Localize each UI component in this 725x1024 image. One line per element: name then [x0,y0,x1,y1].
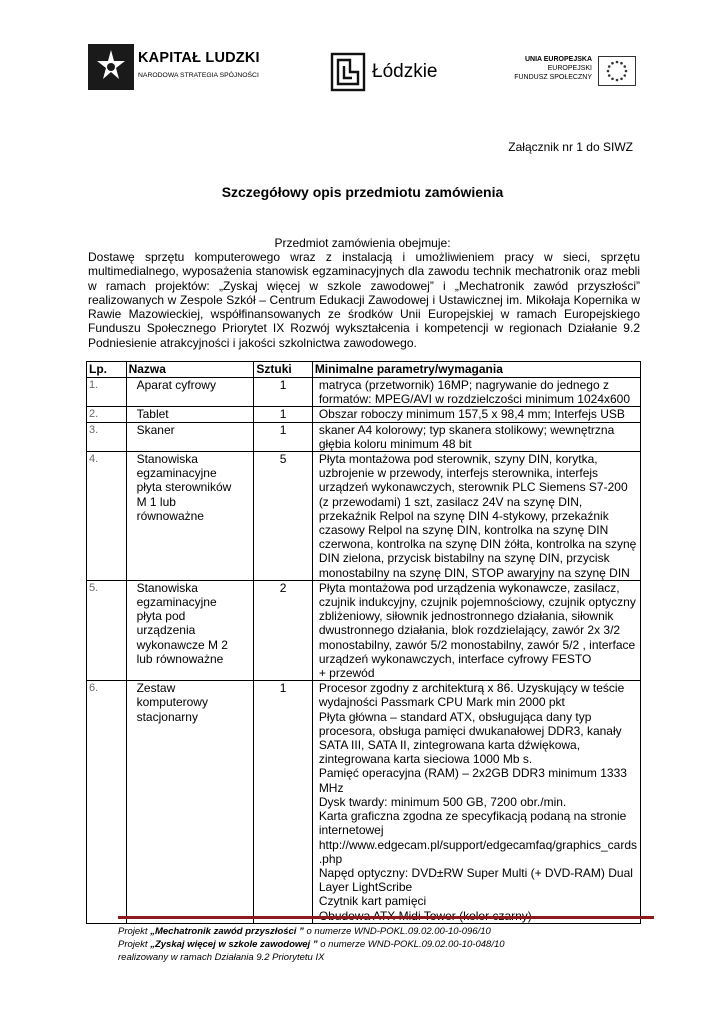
footer-line-2-suffix: o numerze WND-POKL.09.02.00-10-048/10 [317,939,505,950]
row-name-line: Stanowiska [136,580,198,595]
eu-star-icon [616,61,619,64]
row-qty: 5 [254,452,312,581]
row-param-line: formatów: MPEG/AVI w rozdzielczości minimum 1024x600 [318,392,631,407]
row-param-line: Dysk twardy: minimum 500 GB, 7200 obr./min. [318,794,567,809]
footer [118,925,505,964]
row-lp: 6. [87,681,127,923]
row-param-line: czujnik indukcyjny, czujnik pojemnościowy, czujnik optyczny [318,595,636,610]
row-name-line: Tablet [136,407,169,422]
row-name-line: płyta sterowników [136,480,232,495]
annex-label: Załącznik nr 1 do SIWZ [508,140,633,154]
row-param-line: .php [318,851,343,866]
row-name [126,452,254,581]
row-param-line: zintegrowana karta sieciowa 1000 Mb s. [318,752,533,767]
row-param-line: Layer LightScribe [318,880,413,895]
footer-line-1-project: „Mechatronik zawód przyszłości ” [150,926,304,937]
row-param-line: czerwona, kontrolka na szynę DIN żółta, kontrolka na szynę [318,537,637,552]
lodzkie-label: Łódzkie [372,61,438,82]
eu-logo [512,55,636,93]
table-row [87,378,641,407]
row-param-line: uzbrojenie w przewody, interfejs sterownika, interfejs [318,466,599,481]
row-param-line: + przewód [318,666,375,681]
row-name [126,681,254,923]
kapital-ludzki-subtitle: NARODOWA STRATEGIA SPÓJNOŚCI [138,72,259,79]
lodzkie-emblem-icon [330,52,366,97]
footer-line-2-prefix: Projekt [118,939,151,950]
row-param-line: Płyta montażowa pod urządzenia wykonawcze, zasilacz, [318,580,620,595]
row-lp: 1. [87,378,127,407]
row-param-line: monostabilny na szynę DIN, STOP awaryjny na szynę DIN [318,565,630,580]
row-param-line: przekaźnik Relpol na szynę DIN 4-stykowy, przekaźnik [318,508,609,523]
row-param-line: http://www.edgecam.pl/support/edgecamfaq/graphics_cards [318,837,637,852]
row-param-line: DIN zielona, przycisk bistabilny na szynę DIN, przycisk [318,551,610,566]
row-param-line: urządzeń wykonawczych, sterownik PLC Siemens S7-200 [318,480,628,495]
eu-star-icon [623,65,626,68]
row-name-line: wykonawcze M 2 [136,637,228,652]
row-name-line: Skaner [136,422,175,437]
eu-star-icon [611,62,614,65]
kapital-ludzki-logo [88,42,268,98]
eu-star-icon [620,77,623,80]
row-param-line: matryca (przetwornik) 16MP; nagrywanie do jednego z [318,378,609,392]
row-param-line: dwustronnego działania, blok rozdzielający, zawór 2x 3/2 [318,623,621,638]
row-params [312,378,640,407]
row-param-line: monostabilny, zawór 5/2 monostabilny, zawór 5/2 , interface [318,637,636,652]
row-name-line: egzaminacyjne [136,595,217,610]
row-name-line: stacjonarny [136,709,198,724]
row-qty: 1 [254,422,312,451]
row-params [312,422,640,451]
spec-table [86,361,641,924]
row-name-line: egzaminacyjne [136,466,217,481]
row-param-line: (z przewodami) 1 szt, zasilacz 24V na szynę DIN, [318,494,583,509]
row-param-line: MHz [318,780,344,795]
intro-heading: Przedmiot zamówienia obejmuje: [274,236,451,250]
row-param-line: Pamięć operacyjna (RAM) – 2x2GB DDR3 minimum 1333 [318,766,627,781]
eu-star-icon [616,79,619,82]
eu-star-icon [620,62,623,65]
row-name [126,580,254,680]
table-row [87,681,641,923]
eu-star-icon [611,77,614,80]
row-name [126,422,254,451]
row-lp: 2. [87,407,127,422]
row-name [126,378,254,407]
row-param-line: Obszar roboczy minimum 157,5 x 98,4 mm; Interfejs USB [318,407,625,422]
header-params: Minimalne parametry/wymagania [312,362,640,378]
row-params [312,452,640,581]
row-param-line: Płyta montażowa pod sterownik, szyny DIN, korytka, [318,452,598,467]
table-row [87,580,641,680]
footer-line-3: realizowany w ramach Działania 9.2 Priorytetu IX [118,952,325,963]
row-param-line: zbliżeniowy, siłownik jednostronnego działania, siłownik [318,609,614,624]
footer-line-1-suffix: o numerze WND-POKL.09.02.00-10-096/10 [303,926,491,937]
row-params [312,681,640,923]
lodzkie-logo [330,50,450,94]
footer-line-1 [118,925,505,938]
eu-star-icon [608,74,611,77]
row-name [126,407,254,422]
row-name-line: płyta pod [136,609,186,624]
table-row [87,422,641,451]
eu-star-icon [607,70,610,73]
row-name-line: równoważne [136,508,204,523]
row-param-line: Płyta główna – standard ATX, obsługująca dany typ [318,709,592,724]
row-param-line: wydajności Passmark CPU Mark min 2000 pkt [318,695,565,710]
eu-flag-icon [598,56,636,86]
intro-paragraph: Dostawę sprzętu komputerowego wraz z instalacją i umożliwieniem pracy w sieci, sprzętu multimedialnego, wyposażenia stanowisk egzaminacyjnych dla zawodu technik mechatronik oraz mebli w ramach projektów: „Zyskaj więcej w szkole zawodowej” i „Mechatronik zawód przyszłości” realizowanych w Zespole Szkół – Centrum Edukacji Zawodowej i Ustawicznej im. Mikołaja Kopernika w Rawie Mazowieckiej, współfinansowanych ze środków Unii Europejskiej w ramach Europejskiego Funduszu Społecznego Priorytet IX Rozwój wykształcenia i kompetencji w regionach Działanie 9.2 Podniesienie atrakcyjności i jakości szkolnictwa zawodowego. [88,250,640,350]
row-param-line: Karta graficzna zgodna ze specyfikacją podaną na stronie [318,809,627,824]
header-name: Nazwa [126,362,254,378]
footer-rule [118,916,654,919]
row-name-line: M 1 lub [136,494,176,509]
page-title: Szczegółowy opis przedmiotu zamówienia [221,184,504,200]
kapital-ludzki-emblem-icon [88,44,134,90]
table-header-row [87,362,641,378]
row-name-line: Aparat cyfrowy [136,378,216,392]
row-lp: 4. [87,452,127,581]
row-params [312,580,640,680]
eu-line-1: UNIA EUROPEJSKA [524,56,592,63]
header-qty: Sztuki [254,362,312,378]
row-name-line: komputerowy [136,695,208,710]
row-qty: 1 [254,681,312,923]
row-param-line: głębia koloru minimum 48 bit [318,436,472,451]
eu-star-icon [623,74,626,77]
eu-star-icon [608,65,611,68]
row-param-line: skaner A4 kolorowy; typ skanera stolikowy; wewnętrzna [318,422,615,437]
row-qty: 2 [254,580,312,680]
row-param-line: urządzeń wykonawczych, interface cyfrowy FESTO [318,651,592,666]
row-param-line: Napęd optyczny: DVD±RW Super Multi (+ DVD-RAM) Dual [318,865,633,880]
row-param-line: Czytnik kart pamięci [318,894,427,909]
row-param-line: czasowy Relpol na szynę DIN, kontrolka na szynę DIN [318,523,609,538]
row-name-line: Stanowiska [136,452,198,467]
row-qty: 1 [254,378,312,407]
row-param-line: SATA III, SATA II, zintegrowana karta dźwiękowa, [318,738,581,753]
row-name-line: urządzenia [136,623,196,638]
row-name-line: Zestaw [136,681,176,696]
row-name-line: lub równoważne [136,651,224,666]
row-param-line: Procesor zgodny z architekturą x 86. Uzyskujący w teście [318,681,625,696]
row-params [312,407,640,422]
eu-line-2: EUROPEJSKI [547,65,592,72]
row-lp: 5. [87,580,127,680]
table-row [87,452,641,581]
row-lp: 3. [87,422,127,451]
kapital-ludzki-title: KAPITAŁ LUDZKI [138,50,260,66]
row-param-line: internetowej [318,823,384,838]
row-qty: 1 [254,407,312,422]
footer-line-1-prefix: Projekt [118,926,151,937]
header-lp: Lp. [87,362,127,378]
eu-star-icon [625,70,628,73]
footer-line-2 [118,938,505,951]
row-param-line: procesora, obsługa pamięci dwukanałowej DDR3, kanały [318,723,622,738]
table-row [87,407,641,422]
eu-line-3: FUNDUSZ SPOŁECZNY [514,74,592,81]
footer-line-2-project: „Zyskaj więcej w szkole zawodowej ” [150,939,318,950]
eu-text [514,55,592,82]
